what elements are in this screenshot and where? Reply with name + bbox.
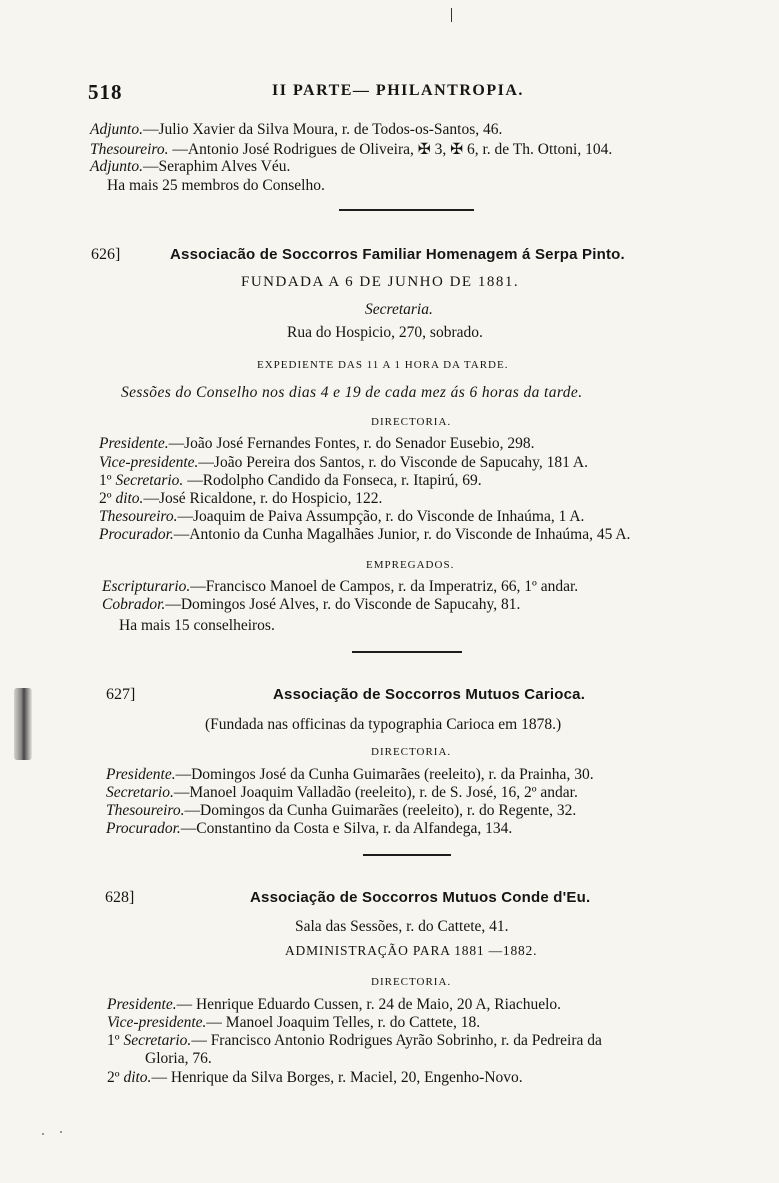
director-row	[106, 802, 576, 820]
empregados-label: EMPREGADOS.	[366, 559, 455, 571]
sessoes-626: Sessões do Conselho nos dias 4 e 19 de cada mez ás 6 horas da tarde.	[121, 384, 583, 401]
more-members-626: Ha mais 15 conselheiros.	[119, 617, 275, 634]
director-row	[99, 454, 588, 472]
role-label: Adjunto.	[90, 158, 143, 175]
entry-text: —Domingos José Alves, r. do Visconde de Sapucahy, 81.	[165, 596, 521, 613]
expediente-626: EXPEDIENTE DAS 11 A 1 HORA DA TARDE.	[257, 359, 509, 371]
role-label: Presidente.	[106, 766, 176, 783]
role-label: Vice-presidente.	[107, 1014, 207, 1031]
entry-text: —João Pereira dos Santos, r. do Visconde de Sapucahy, 181 A.	[198, 454, 588, 471]
director-row	[99, 435, 535, 453]
role-label: Thesoureiro.	[106, 802, 185, 819]
director-row	[99, 472, 482, 490]
director-row	[107, 1069, 523, 1087]
entry-text: —Seraphim Alves Véu.	[142, 158, 291, 175]
director-row	[106, 766, 594, 784]
entry-number-628: 628]	[105, 889, 135, 906]
directoria-label-626: DIRECTORIA.	[371, 416, 452, 428]
entry-text: —Domingos da Cunha Guimarães (reeleito), r. do Regente, 32.	[184, 802, 577, 819]
top-line-4: Ha mais 25 membros do Conselho.	[107, 177, 325, 194]
entry-title-626: Associacão de Soccorros Familiar Homenagem á Serpa Pinto.	[170, 246, 625, 263]
role-label: Cobrador.	[102, 596, 166, 613]
top-line-2	[90, 140, 612, 159]
role-label: dito.	[115, 490, 144, 507]
entry-title-627: Associação de Soccorros Mutuos Carioca.	[273, 686, 586, 703]
directoria-label-628: DIRECTORIA.	[371, 976, 452, 988]
paper-speck	[42, 1133, 44, 1135]
entry-number-626: 626]	[91, 246, 121, 263]
role-label: Secretario.	[106, 784, 174, 801]
entry-text: —José Ricaldone, r. do Hospicio, 122.	[143, 490, 383, 507]
entry-title-628: Associação de Soccorros Mutuos Conde d'Eu.	[250, 889, 591, 906]
entry-text: —Joaquim de Paiva Assumpção, r. do Visconde de Inhaúma, 1 A.	[177, 508, 585, 525]
entry-text: —João José Fernandes Fontes, r. do Senador Eusebio, 298.	[168, 435, 535, 452]
top-line-1	[90, 121, 502, 139]
secretaria-label: Secretaria.	[365, 301, 433, 318]
ordinal: 2º	[99, 490, 116, 507]
role-label: Thesoureiro.	[99, 508, 178, 525]
section-divider	[339, 209, 474, 211]
founded-626: FUNDADA A 6 DE JUNHO DE 1881.	[241, 274, 520, 290]
ordinal: 1º	[107, 1032, 124, 1049]
entry-text: —Francisco Manoel de Campos, r. da Imperatriz, 66, 1º andar.	[190, 578, 579, 595]
director-row	[107, 996, 561, 1014]
running-title: II PARTE— PHILANTROPIA.	[272, 82, 524, 99]
ordinal: 1º	[99, 472, 116, 489]
entry-text: — Francisco Antonio Rodrigues Ayrão Sobrinho, r. da Pedreira da	[191, 1032, 602, 1049]
margin-mark	[451, 8, 452, 22]
director-row	[99, 508, 584, 526]
sala-628: Sala das Sessões, r. do Cattete, 41.	[295, 918, 509, 935]
director-row	[107, 1032, 602, 1050]
director-row	[106, 784, 578, 802]
role-label: Presidente.	[99, 435, 169, 452]
role-label: Thesoureiro.	[90, 141, 169, 158]
page-number: 518	[88, 80, 123, 104]
employee-row	[102, 578, 578, 596]
founded-627: (Fundada nas officinas da typographia Carioca em 1878.)	[205, 716, 562, 733]
section-divider	[363, 854, 451, 856]
director-row	[99, 526, 630, 544]
top-line-3	[90, 158, 290, 176]
entry-text: — Henrique da Silva Borges, r. Maciel, 20, Engenho-Novo.	[151, 1069, 523, 1086]
role-label: dito.	[123, 1069, 152, 1086]
role-label: Procurador.	[99, 526, 174, 543]
director-row-continuation: Gloria, 76.	[145, 1050, 212, 1067]
entry-text: —Rodolpho Candido da Fonseca, r. Itapirú, 69.	[183, 472, 482, 489]
entry-text: —Manoel Joaquim Valladão (reeleito), r. de S. José, 16, 2º andar.	[173, 784, 578, 801]
entry-text: —Antonio da Cunha Magalhães Junior, r. do Visconde de Inhaúma, 45 A.	[173, 526, 631, 543]
section-divider	[352, 651, 462, 653]
role-label: Presidente.	[107, 996, 177, 1013]
directoria-label-627: DIRECTORIA.	[371, 746, 452, 758]
director-row	[107, 1014, 480, 1032]
role-label: Secretario.	[123, 1032, 192, 1049]
role-label: Secretario.	[115, 472, 184, 489]
role-label: Procurador.	[106, 820, 181, 837]
administracao-628: ADMINISTRAÇÃO PARA 1881 —1882.	[285, 943, 538, 958]
entry-text: —Julio Xavier da Silva Moura, r. de Todos-os-Santos, 46.	[142, 121, 503, 138]
role-label: Escripturario.	[102, 578, 191, 595]
binding-shadow	[14, 688, 32, 760]
director-row	[99, 490, 382, 508]
paper-speck	[60, 1131, 62, 1133]
role-label: Adjunto.	[90, 121, 143, 138]
entry-text: —Constantino da Costa e Silva, r. da Alfandega, 134.	[180, 820, 513, 837]
entry-text: — Henrique Eduardo Cussen, r. 24 de Maio, 20 A, Riachuelo.	[176, 996, 562, 1013]
entry-text: —Antonio José Rodrigues de Oliveira, ✠ 3, ✠ 6, r. de Th. Ottoni, 104.	[168, 141, 613, 158]
entry-text: — Manoel Joaquim Telles, r. do Cattete, 18.	[206, 1014, 481, 1031]
director-row	[106, 820, 512, 838]
entry-number-627: 627]	[106, 686, 136, 703]
ordinal: 2º	[107, 1069, 124, 1086]
address-626: Rua do Hospicio, 270, sobrado.	[287, 324, 483, 341]
entry-text: —Domingos José da Cunha Guimarães (reeleito), r. da Prainha, 30.	[175, 766, 594, 783]
employee-row	[102, 596, 520, 614]
role-label: Vice-presidente.	[99, 454, 199, 471]
